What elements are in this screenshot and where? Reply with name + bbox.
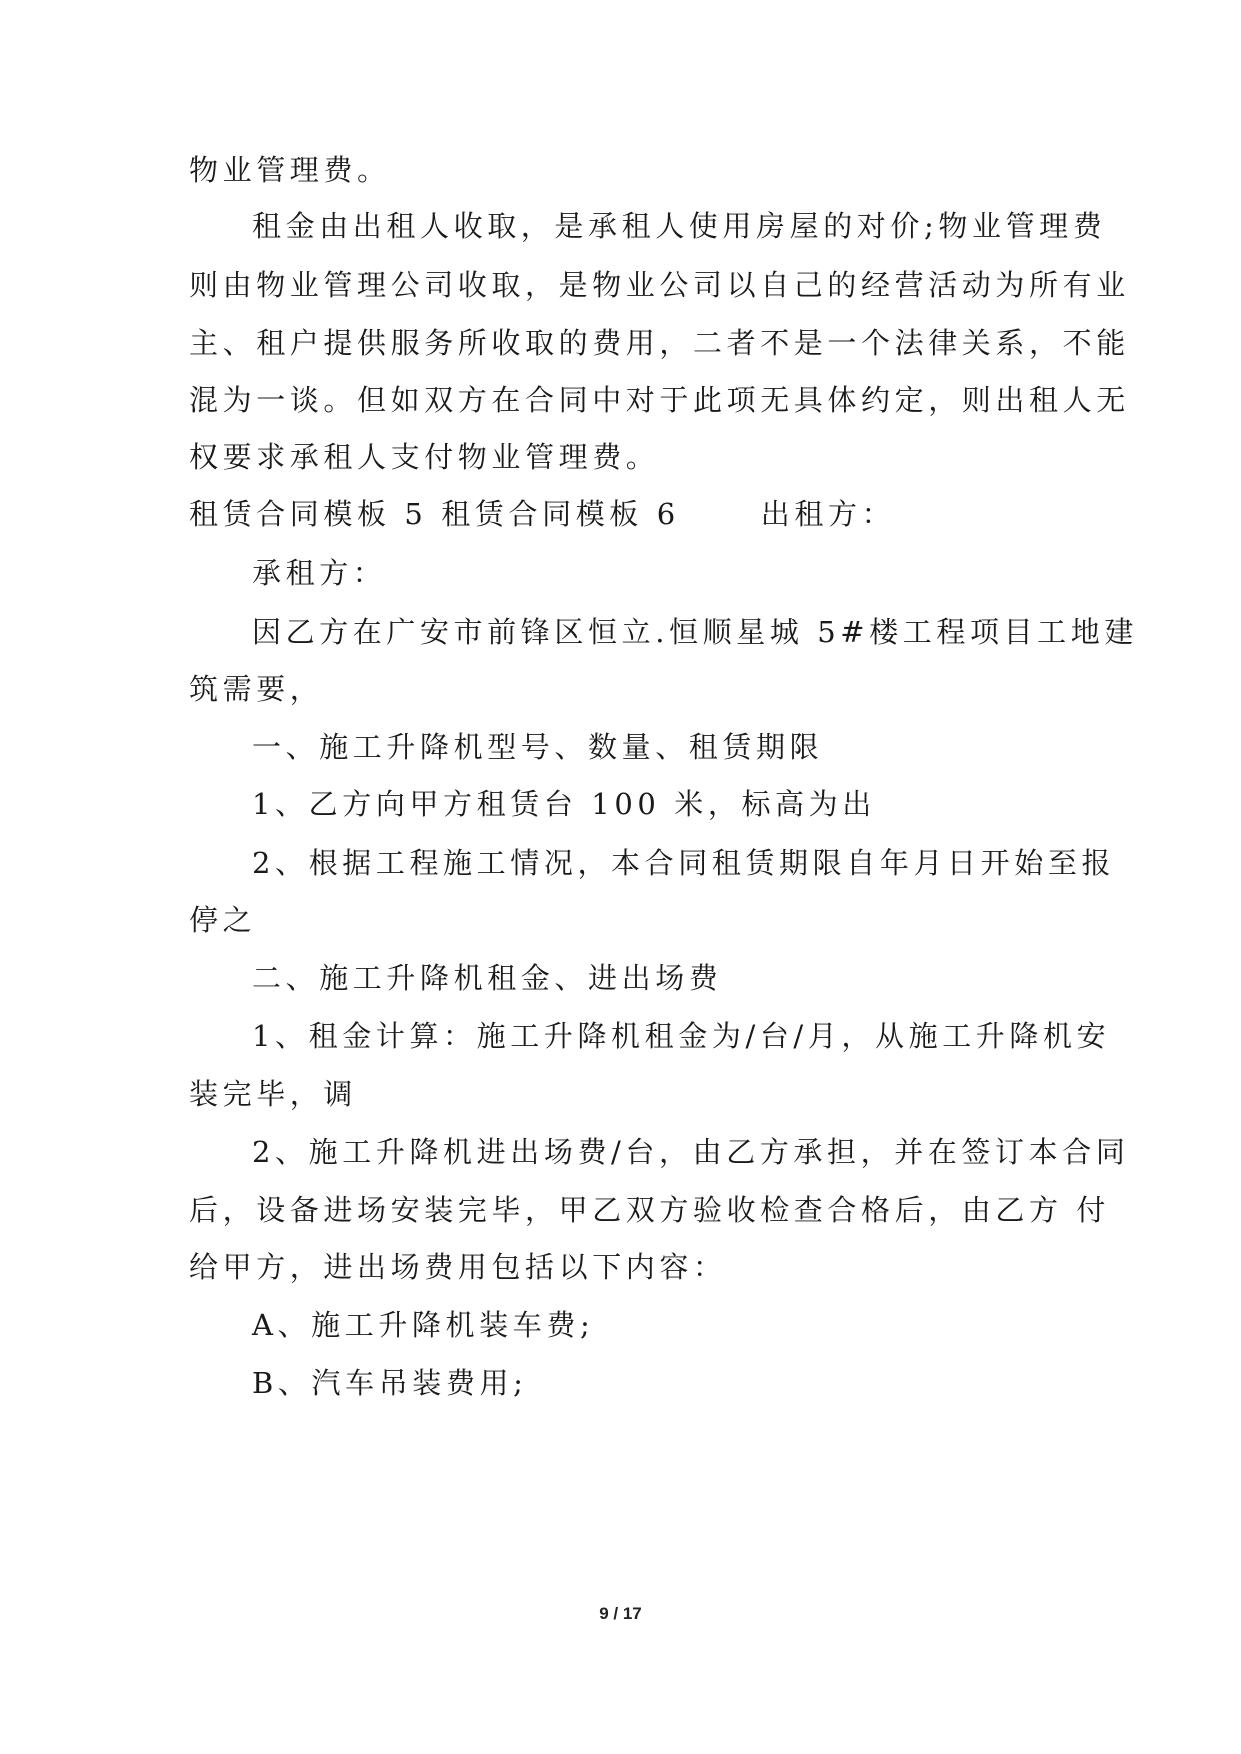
paragraph-line: 承租方： bbox=[252, 556, 387, 590]
paragraph-line: 租金由出租人收取，是承租人使用房屋的对价;物业管理费 bbox=[252, 209, 1107, 243]
paragraph-line: 主、租户提供服务所收取的费用，二者不是一个法律关系，不能 bbox=[189, 326, 1130, 360]
paragraph-line: 混为一谈。但如双方在合同中对于此项无具体约定，则出租人无 bbox=[189, 383, 1130, 417]
paragraph-line: 2、根据工程施工情况，本合同租赁期限自年月日开始至报 bbox=[252, 846, 1116, 880]
paragraph-line: 后，设备进场安装完毕，甲乙双方验收检查合格后，由乙方 付 bbox=[189, 1193, 1111, 1227]
paragraph-line: 筑需要， bbox=[189, 672, 324, 706]
paragraph-line: 则由物业管理公司收取，是物业公司以自己的经营活动为所有业 bbox=[189, 268, 1130, 302]
page-number: 9 / 17 bbox=[599, 1604, 642, 1623]
paragraph-line: 停之 bbox=[189, 903, 257, 937]
section-heading: 一、施工升降机型号、数量、租赁期限 bbox=[252, 730, 824, 764]
section-heading: 二、施工升降机租金、进出场费 bbox=[252, 961, 723, 995]
paragraph-line: 权要求承租人支付物业管理费。 bbox=[189, 440, 660, 474]
paragraph-line: 2、施工升降机进出场费/台，由乙方承担，并在签订本合同 bbox=[252, 1135, 1130, 1169]
paragraph-line: 装完毕，调 bbox=[189, 1077, 358, 1111]
heading-line: 租赁合同模板 5 租赁合同模板 6 出租方： bbox=[189, 497, 896, 531]
paragraph-line: 给甲方，进出场费用包括以下内容： bbox=[189, 1250, 727, 1284]
list-item: A、施工升降机装车费; bbox=[252, 1308, 595, 1342]
paragraph-line: 1、乙方向甲方租赁台 100 米，标高为出 bbox=[252, 787, 876, 821]
paragraph-line: 物业管理费。 bbox=[189, 153, 391, 187]
list-item: B、汽车吊装费用; bbox=[252, 1366, 528, 1400]
paragraph-line: 因乙方在广安市前锋区恒立.恒顺星城 5#楼工程项目工地建 bbox=[252, 615, 1138, 649]
paragraph-line: 1、租金计算：施工升降机租金为/台/月，从施工升降机安 bbox=[252, 1019, 1111, 1053]
